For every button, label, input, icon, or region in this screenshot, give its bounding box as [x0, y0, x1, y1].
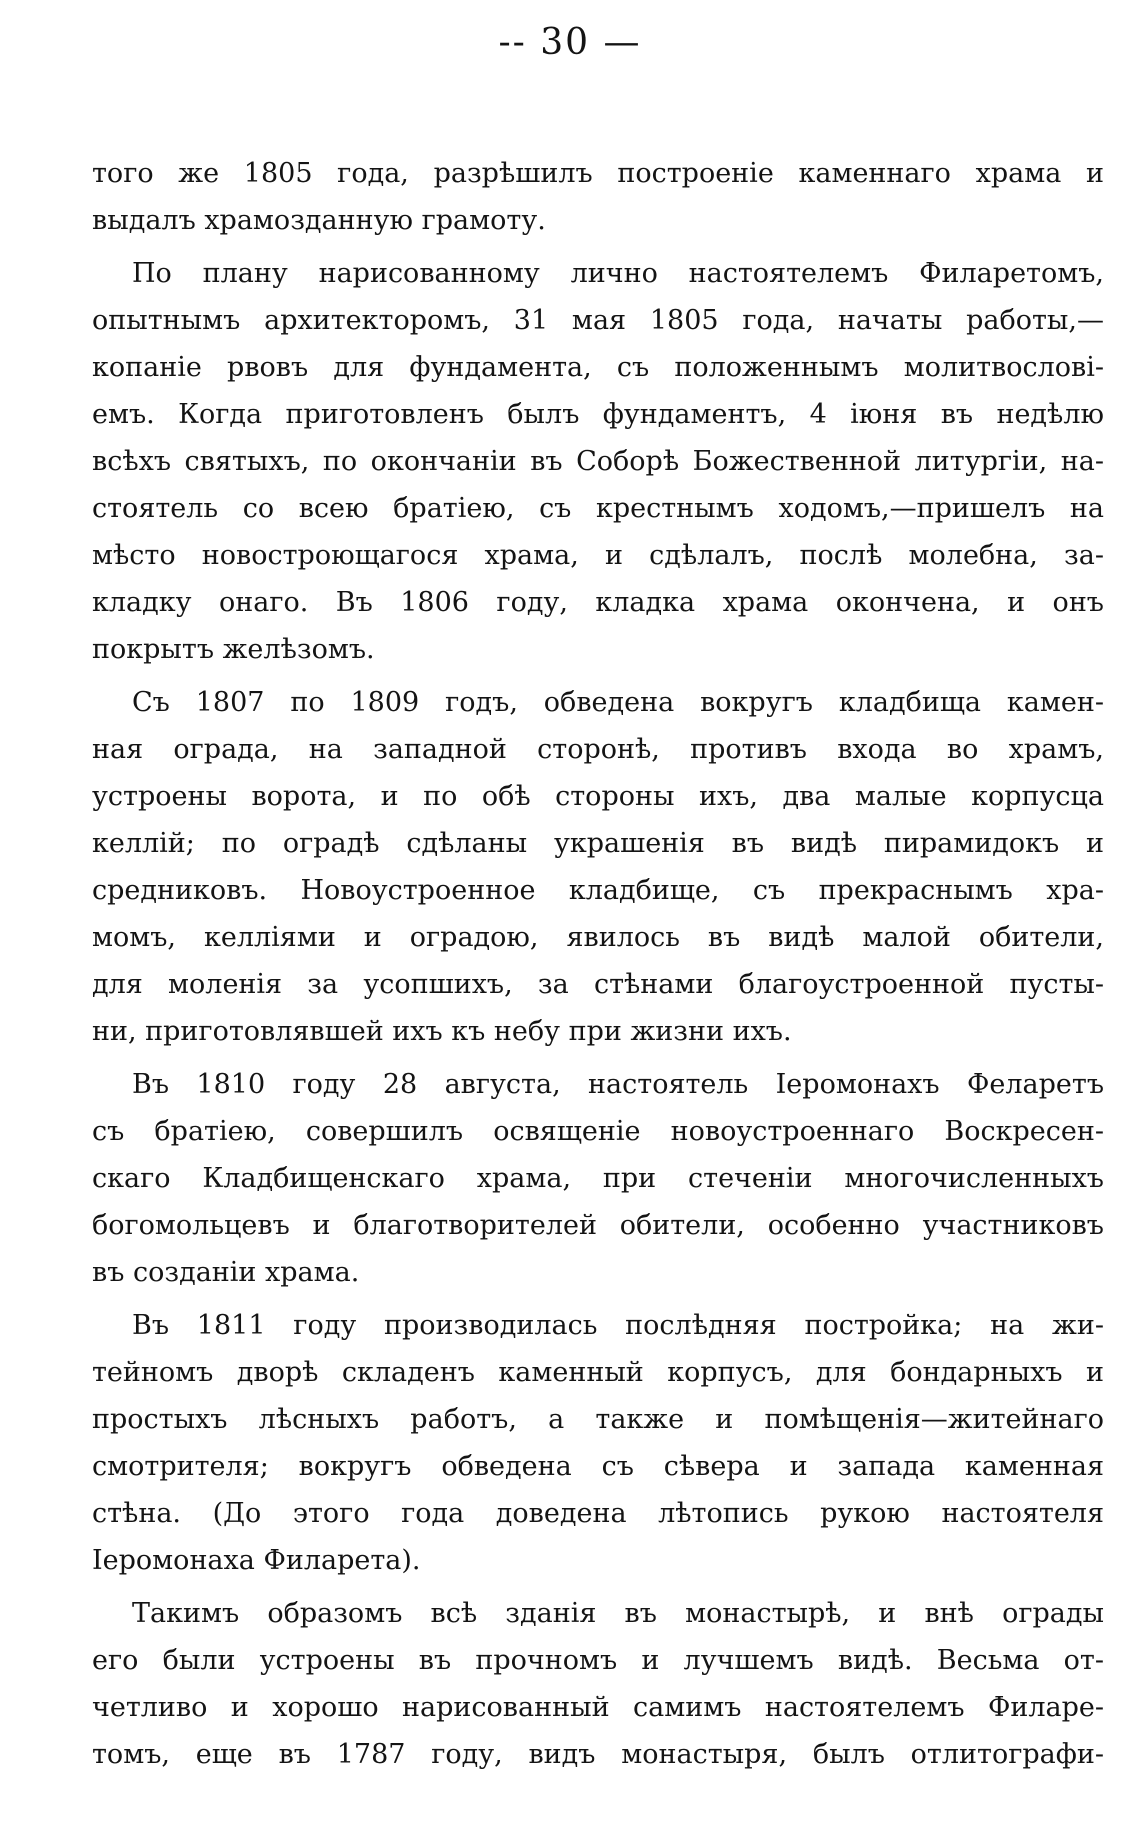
text-line: простыхъ лѣсныхъ работъ, а также и помѣщенія—житейнаго — [92, 1404, 1104, 1435]
paragraph-4 — [92, 1061, 1104, 1296]
text-line: Такимъ образомъ всѣ зданія въ монастырѣ, и внѣ ограды — [132, 1598, 1104, 1629]
page-number: -- 30 — — [498, 22, 642, 63]
text-line: опытнымъ архитекторомъ, 31 мая 1805 года, начаты работы,— — [92, 305, 1104, 336]
text-line: ни, приготовлявшей ихъ къ небу при жизни ихъ. — [92, 1016, 792, 1047]
text-line: его были устроены въ прочномъ и лучшемъ видѣ. Весьма от- — [92, 1645, 1104, 1676]
text-line: кладку онаго. Въ 1806 году, кладка храма окончена, и онъ — [92, 587, 1104, 618]
text-line: скаго Кладбищенскаго храма, при стеченіи многочисленныхъ — [92, 1163, 1104, 1194]
paragraph-5 — [92, 1302, 1104, 1584]
text-line: смотрителя; вокругъ обведена съ сѣвера и запада каменная — [92, 1451, 1104, 1482]
paragraph-2 — [92, 250, 1104, 673]
text-line: выдалъ храмозданную грамоту. — [92, 205, 546, 236]
text-line: четливо и хорошо нарисованный самимъ настоятелемъ Филаре- — [92, 1692, 1104, 1723]
text-line: Въ 1811 году производилась послѣдняя постройка; на жи- — [132, 1310, 1104, 1341]
text-line: копаніе рвовъ для фундамента, съ положеннымъ молитвослові- — [92, 352, 1104, 383]
text-line: томъ, еще въ 1787 году, видъ монастыря, былъ отлитографи- — [92, 1739, 1104, 1770]
paragraph-1 — [92, 150, 1104, 244]
text-line: всѣхъ святыхъ, по окончаніи въ Соборѣ Божественной литургіи, на- — [92, 446, 1104, 477]
text-line: стѣна. (До этого года доведена лѣтопись рукою настоятеля — [92, 1498, 1104, 1529]
body-text — [92, 150, 1104, 1778]
text-line: покрытъ желѣзомъ. — [92, 634, 375, 665]
text-line: ная ограда, на западной сторонѣ, противъ входа во храмъ, — [92, 734, 1104, 765]
text-line: для моленія за усопшихъ, за стѣнами благоустроенной пусты- — [92, 969, 1104, 1000]
text-line: въ созданіи храма. — [92, 1257, 360, 1288]
text-line: средниковъ. Новоустроенное кладбище, съ прекраснымъ хра- — [92, 875, 1104, 906]
text-line: Іеромонаха Филарета). — [92, 1545, 421, 1576]
text-line: келлій; по оградѣ сдѣланы украшенія въ видѣ пирамидокъ и — [92, 828, 1104, 859]
text-line: того же 1805 года, разрѣшилъ построеніе каменнаго храма и — [92, 158, 1104, 189]
paragraph-6 — [92, 1590, 1104, 1778]
text-line: мѣсто новостроющагося храма, и сдѣлалъ, послѣ молебна, за- — [92, 540, 1104, 571]
text-line: момъ, келліями и оградою, явилось въ видѣ малой обители, — [92, 922, 1104, 953]
text-line: съ братіею, совершилъ освященіе новоустроеннаго Воскресен- — [92, 1116, 1104, 1147]
text-line: емъ. Когда приготовленъ былъ фундаментъ, 4 іюня въ недѣлю — [92, 399, 1104, 430]
text-line: стоятель со всею братіею, съ крестнымъ ходомъ,—пришелъ на — [92, 493, 1104, 524]
text-line: устроены ворота, и по обѣ стороны ихъ, два малые корпусца — [92, 781, 1104, 812]
text-line: Съ 1807 по 1809 годъ, обведена вокругъ кладбища камен- — [132, 687, 1104, 718]
text-line: Въ 1810 году 28 августа, настоятель Іеромонахъ Феларетъ — [132, 1069, 1104, 1100]
text-line: богомольцевъ и благотворителей обители, особенно участниковъ — [92, 1210, 1104, 1241]
text-line: По плану нарисованному лично настоятелемъ Филаретомъ, — [132, 258, 1104, 289]
paragraph-3 — [92, 679, 1104, 1055]
text-line: тейномъ дворѣ складенъ каменный корпусъ, для бондарныхъ и — [92, 1357, 1104, 1388]
